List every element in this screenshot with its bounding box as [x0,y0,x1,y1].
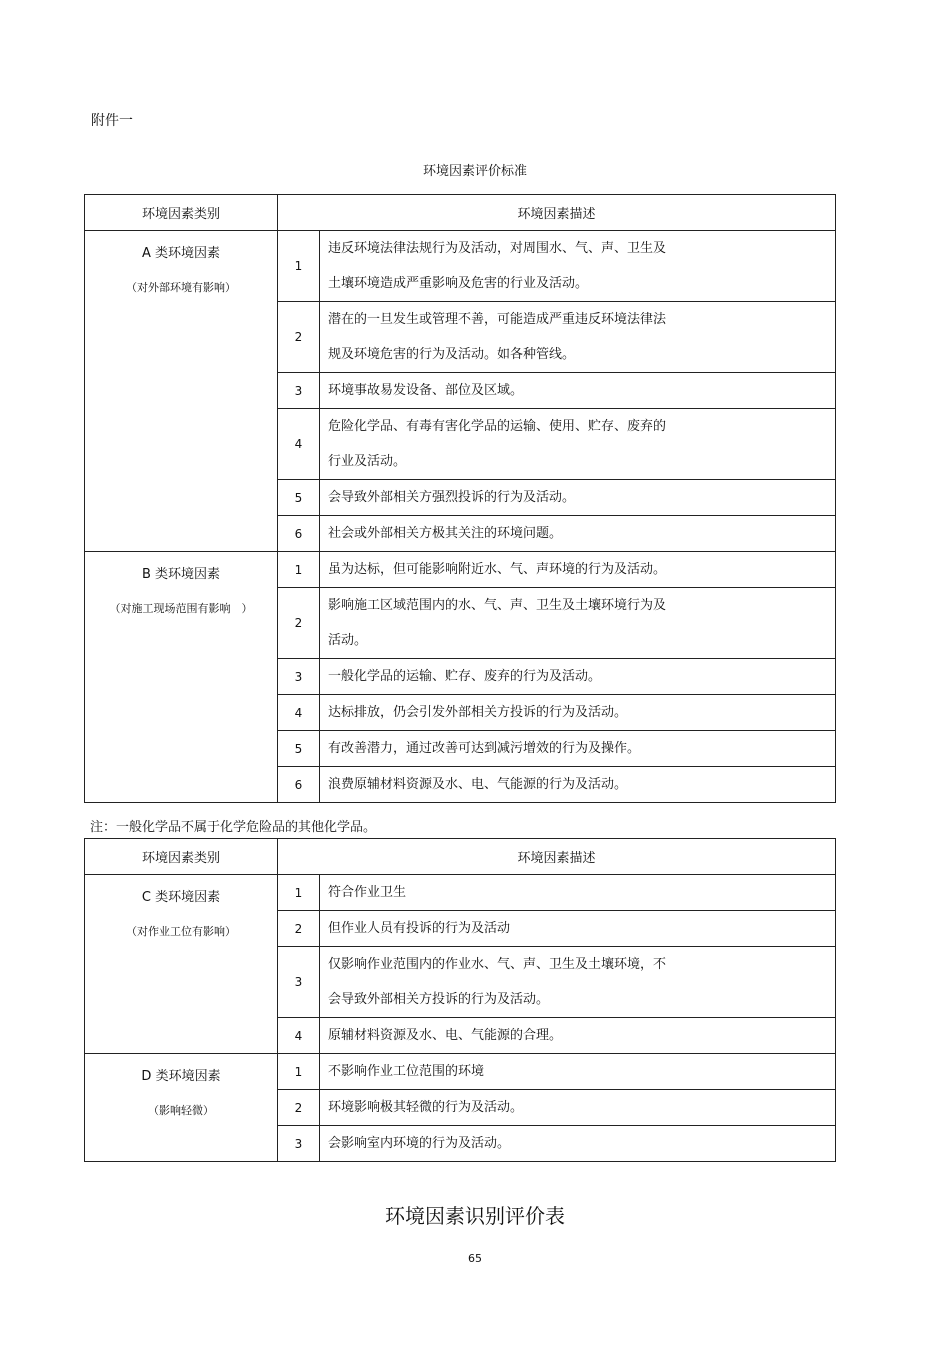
attachment-label: 附件一 [91,113,133,129]
description-line: 土壤环境造成严重影响及危害的行业及活动。 [328,276,589,291]
description-line: 潜在的一旦发生或管理不善，可能造成严重违反环境法律法 [328,312,667,327]
item-description [320,1018,836,1054]
item-description [320,588,836,659]
item-number: 6 [278,516,320,552]
description-line: 影响施工区域范围内的水、气、声、卫生及土壤环境行为及 [328,598,667,613]
evaluation-table-ab [84,194,836,803]
item-number: 2 [278,302,320,373]
note-text: 注：一般化学品不属于化学危险品的其他化学品。 [90,820,377,835]
item-description [320,875,836,911]
item-number: 3 [278,1126,320,1162]
description-line: 不影响作业工位范围的环境 [328,1064,485,1079]
item-description [320,480,836,516]
item-description [320,1090,836,1126]
table-header-row [85,839,836,875]
item-number: 2 [278,1090,320,1126]
description-line: 会导致外部相关方强烈投诉的行为及活动。 [328,490,576,505]
header-description: 环境因素描述 [278,195,836,231]
item-number: 1 [278,875,320,911]
item-number: 2 [278,588,320,659]
category-subtitle: （对施工现场范围有影响 ） [109,602,253,615]
description-line: 但作业人员有投诉的行为及活动 [328,921,511,936]
category-cell [85,1054,278,1162]
category-cell [85,231,278,552]
table-header-row [85,195,836,231]
table-row [85,231,836,302]
item-number: 4 [278,409,320,480]
description-line: 原辅材料资源及水、电、气能源的合理。 [328,1028,563,1043]
item-description [320,767,836,803]
item-description [320,409,836,480]
item-description [320,695,836,731]
item-description [320,1126,836,1162]
item-description [320,731,836,767]
page-number: 65 [468,1252,482,1265]
item-description [320,911,836,947]
header-description: 环境因素描述 [278,839,836,875]
item-number: 1 [278,1054,320,1090]
category-cell [85,875,278,1054]
category-name: D 类环境因素 [141,1069,221,1084]
description-line: 浪费原辅材料资源及水、电、气能源的行为及活动。 [328,777,628,792]
description-line: 仅影响作业范围内的作业水、气、声、卫生及土壤环境，不 [328,957,667,972]
description-line: 会导致外部相关方投诉的行为及活动。 [328,992,550,1007]
item-number: 1 [278,552,320,588]
item-number: 5 [278,731,320,767]
item-number: 4 [278,1018,320,1054]
item-number: 2 [278,911,320,947]
item-description [320,516,836,552]
description-line: 环境影响极其轻微的行为及活动。 [328,1100,524,1115]
header-category: 环境因素类别 [85,195,278,231]
item-description [320,231,836,302]
description-line: 符合作业卫生 [328,885,407,900]
table-row [85,552,836,588]
table-row [85,1054,836,1090]
item-description [320,947,836,1018]
category-name: B 类环境因素 [141,567,221,582]
category-subtitle: （对作业工位有影响） [126,925,236,938]
description-line: 活动。 [328,633,368,648]
item-description [320,302,836,373]
evaluation-table-cd [84,838,836,1162]
item-description [320,659,836,695]
description-line: 违反环境法律法规行为及活动，对周围水、气、声、卫生及 [328,241,667,256]
item-number: 5 [278,480,320,516]
table-row [85,875,836,911]
item-number: 4 [278,695,320,731]
category-name: C 类环境因素 [141,890,221,905]
item-description [320,373,836,409]
description-line: 危险化学品、有毒有害化学品的运输、使用、贮存、废弃的 [328,419,667,434]
category-name: A 类环境因素 [141,246,221,261]
item-number: 1 [278,231,320,302]
category-subtitle: （对外部环境有影响） [126,281,236,294]
description-line: 有改善潜力，通过改善可达到减污增效的行为及操作。 [328,741,641,756]
page-title: 环境因素评价标准 [422,164,527,179]
category-cell [85,552,278,803]
item-number: 3 [278,947,320,1018]
header-category: 环境因素类别 [85,839,278,875]
description-line: 行业及活动。 [328,454,407,469]
description-line: 环境事故易发设备、部位及区域。 [328,383,524,398]
description-line: 一般化学品的运输、贮存、废弃的行为及活动。 [328,669,602,684]
item-number: 3 [278,373,320,409]
section-title: 环境因素识别评价表 [385,1204,565,1228]
item-number: 6 [278,767,320,803]
description-line: 规及环境危害的行为及活动。如各种管线。 [328,347,576,362]
description-line: 社会或外部相关方极其关注的环境问题。 [328,526,563,541]
description-line: 虽为达标，但可能影响附近水、气、声环境的行为及活动。 [328,562,667,577]
category-subtitle: （影响轻微） [148,1104,214,1117]
item-number: 3 [278,659,320,695]
item-description [320,1054,836,1090]
item-description [320,552,836,588]
description-line: 达标排放，仍会引发外部相关方投诉的行为及活动。 [328,705,628,720]
description-line: 会影响室内环境的行为及活动。 [328,1136,511,1151]
